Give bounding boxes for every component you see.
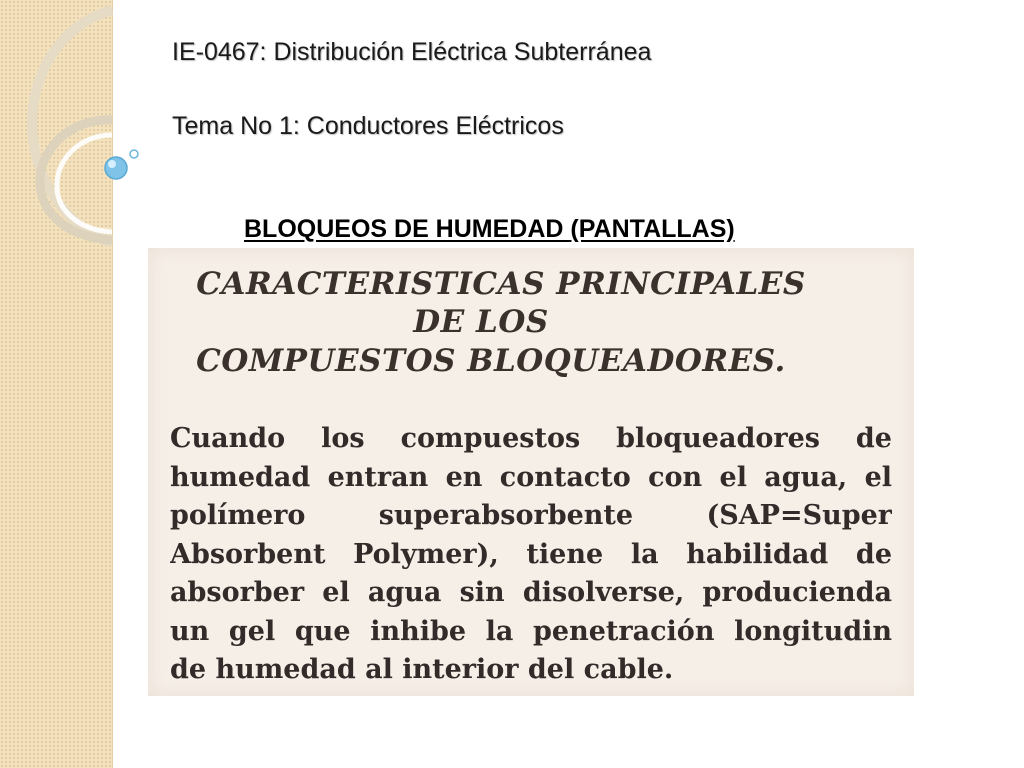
excerpt-line-2: humedad entran en contacto con el agua, el bbox=[170, 461, 892, 493]
topic-title: Tema No 1: Conductores Eléctricos bbox=[172, 112, 564, 140]
small-ring-icon bbox=[130, 150, 138, 158]
excerpt-heading-line-2: DE LOS bbox=[413, 304, 549, 340]
excerpt-heading-line-1: CARACTERISTICAS PRINCIPALES bbox=[196, 266, 806, 302]
section-heading: BLOQUEOS DE HUMEDAD (PANTALLAS) bbox=[244, 215, 735, 243]
blue-bubble-icon bbox=[105, 157, 127, 179]
excerpt-line-5: absorber el agua sin disolverse, producienda bbox=[170, 577, 892, 608]
excerpt-paragraph bbox=[170, 420, 892, 690]
excerpt-line-3: polímero superabsorbente (SAP=Super bbox=[170, 500, 892, 531]
excerpt-heading-line-3: COMPUESTOS BLOQUEADORES. bbox=[196, 343, 786, 379]
course-title: IE-0467: Distribución Eléctrica Subterránea bbox=[172, 38, 652, 66]
excerpt-line-7: de humedad al interior del cable. bbox=[170, 654, 674, 685]
excerpt-line-1: Cuando los compuestos bloqueadores de bbox=[170, 423, 892, 454]
scanned-excerpt-image bbox=[148, 248, 914, 696]
excerpt-line-4: Absorbent Polymer), tiene la habilidad de bbox=[170, 538, 892, 570]
excerpt-line-6: un gel que inhibe la penetración longitudin bbox=[170, 615, 892, 647]
bubble-highlight bbox=[108, 160, 116, 168]
